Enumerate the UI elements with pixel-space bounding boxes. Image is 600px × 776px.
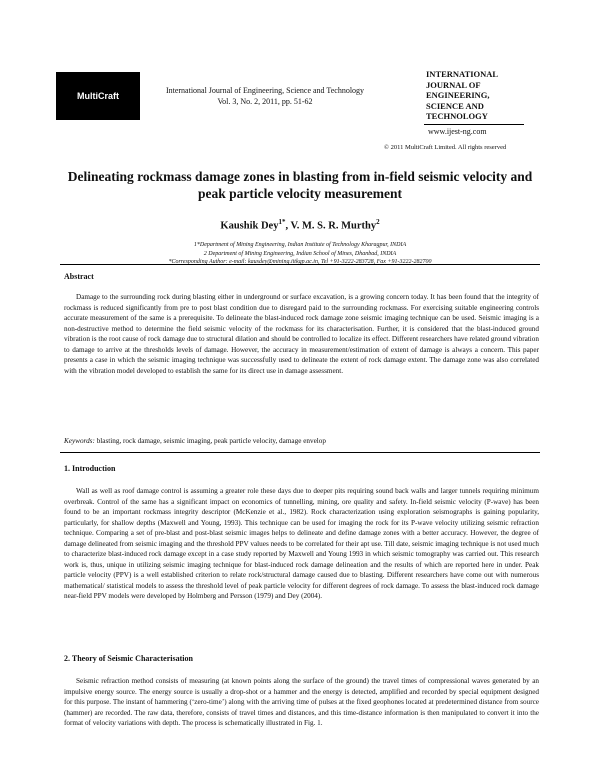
section-heading: 2. Theory of Seismic Characterisation	[64, 654, 193, 663]
author-superscript: 2	[376, 218, 380, 226]
masthead-divider	[424, 124, 524, 125]
journal-masthead	[426, 69, 522, 122]
journal-website: www.ijest-ng.com	[428, 127, 487, 136]
section-heading: 1. Introduction	[64, 464, 116, 473]
affiliation-line: 1*Department of Mining Engineering, Indian Institute of Technology Kharagpur, INDIA	[193, 242, 407, 248]
abstract-text: Damage to the surrounding rock during blasting either in underground or surface excavation, is a growing concern today. It has been found that the integrity of rockmass is reduced significantly from pre to post blast condition due to disregard paid to the surrounding rockmass. For exercising suitable engineering controls accurate measurement of the same is a prerequisite. To delineate the blast-induced rock damage zone seismic imaging technique can be used. Seismic imaging is a non-destructive method to determine the field seismic velocity of the rockmass for its characterisation. Further, it is considered that the blast-induced ground vibration is the root cause of rock damage due to structural dilation and should be controlled to localize its effect. Different researchers have related ground vibration to damage to arrive at the thresholds levels of damage. However, the accuracy in measurement/estimation of extent of damage is always a concern. This paper presents a case in which the seismic imaging technique was successfully used to delineate the extent of rock damage extent. The damage zone was also correlated with the vibration model developed to establish the same for its direct use in damage assessment.	[64, 293, 539, 375]
affiliation-line: *Corresponding Author: e-mail: kausdey@mining.iitkgp.ac.in, Tel +91-3222-283728, Fax +91-3222-282700	[168, 259, 432, 265]
masthead-line: SCIENCE AND	[426, 100, 484, 111]
publisher-logo-text: MultiCraft	[77, 91, 119, 101]
journal-name: International Journal of Engineering, Science and Technology	[165, 86, 365, 95]
copyright-notice: © 2011 MultiCraft Limited. All rights reserved	[384, 144, 507, 151]
keywords-list: blasting, rock damage, seismic imaging, peak particle velocity, damage envelop	[94, 437, 326, 445]
keywords-line	[64, 437, 539, 445]
journal-volume: Vol. 3, No. 2, 2011, pp. 51-62	[217, 97, 313, 106]
author-superscript: 1*	[278, 218, 286, 226]
affiliations	[60, 241, 540, 267]
divider	[60, 264, 540, 265]
author-name: V. M. S. R. Murthy	[290, 220, 377, 232]
affiliation-line: 2 Department of Mining Engineering, Indian School of Mines, Dhanbad, INDIA	[203, 250, 397, 257]
author-line	[60, 218, 540, 232]
author-separator: ,	[285, 220, 291, 232]
masthead-line: JOURNAL OF	[426, 79, 481, 90]
section-text: Wall as well as roof damage control is assuming a greater role these days due to deeper pits requiring sound back walls and larger tunnels requiring minimum overbreak. Control of the same has a significant impact on economics of tunnelling, mining, ore quality and safety. In-field seismic velocity (P-wave) has been found to be an important rockmass integrity descriptor (McKenzie et al., 1982). Rock characterization using exploration seismographs is gaining popularity, particularly, for shallow depths (Maxwell and Young, 1993). This technique can be used for imaging the rock for its P-wave velocity utilizing seismic refraction technique. Comparing a set of pre-blast and post-blast seismic images helps to delineate and define damage zones with a better accuracy. However, the degree of damage delineated from seismic imaging and the threshold PPV values needs to be correlated for their apt use. Till date, seismic imaging technique is not used much to characterize blast-induced rock damage except in a case study reported by Maxwell and Young 1993 in which seismic tomography was carried out. This research work is, thus, unique in utilizing seismic imaging technique for blast-induced rock damage delineation and the results of which are reported here in under. Peak particle velocity (PPV) is a well established criterion to relate rock/structural damage caused due to blasting. Different researchers have come out with numerous mathematical/ statistical models to assess the threshold level of peak particle velocity for different degrees of rock damage. To assess the blast-induced rock damage near-field PPV models were developed by Holmberg and Persson (1979) and Dey (2004).	[64, 487, 539, 600]
masthead-line: INTERNATIONAL	[426, 69, 499, 79]
journal-citation	[150, 85, 380, 107]
section-text: Seismic refraction method consists of measuring (at known points along the surface of the ground) the travel times of compressional waves generated by an impulsive energy source. The energy source is usually a drop-shot or a hammer and the energy is detected, amplified and recorded by special equipment designed for this purpose. The instant of hammering (‘zero-time’) along with the arriving time of pulses at the fixed geophones located at predetermined distance from source (hammer) are recorded. The raw data, therefore, consists of travel times and distances, and this time-distance information is then manipulated to convert it into the format of velocity variations with depth. The process is schematically illustrated in Fig. 1.	[64, 677, 539, 727]
divider	[60, 452, 540, 453]
masthead-line: TECHNOLOGY	[426, 111, 488, 121]
author-name: Kaushik Dey	[220, 220, 279, 232]
masthead-line: ENGINEERING,	[426, 90, 490, 100]
publisher-logo	[56, 72, 140, 120]
keywords-label: Keywords:	[64, 437, 95, 445]
paper-title: Delineating rockmass damage zones in blasting from in-field seismic velocity and peak particle velocity measurement	[67, 169, 533, 201]
abstract-heading: Abstract	[64, 272, 94, 281]
